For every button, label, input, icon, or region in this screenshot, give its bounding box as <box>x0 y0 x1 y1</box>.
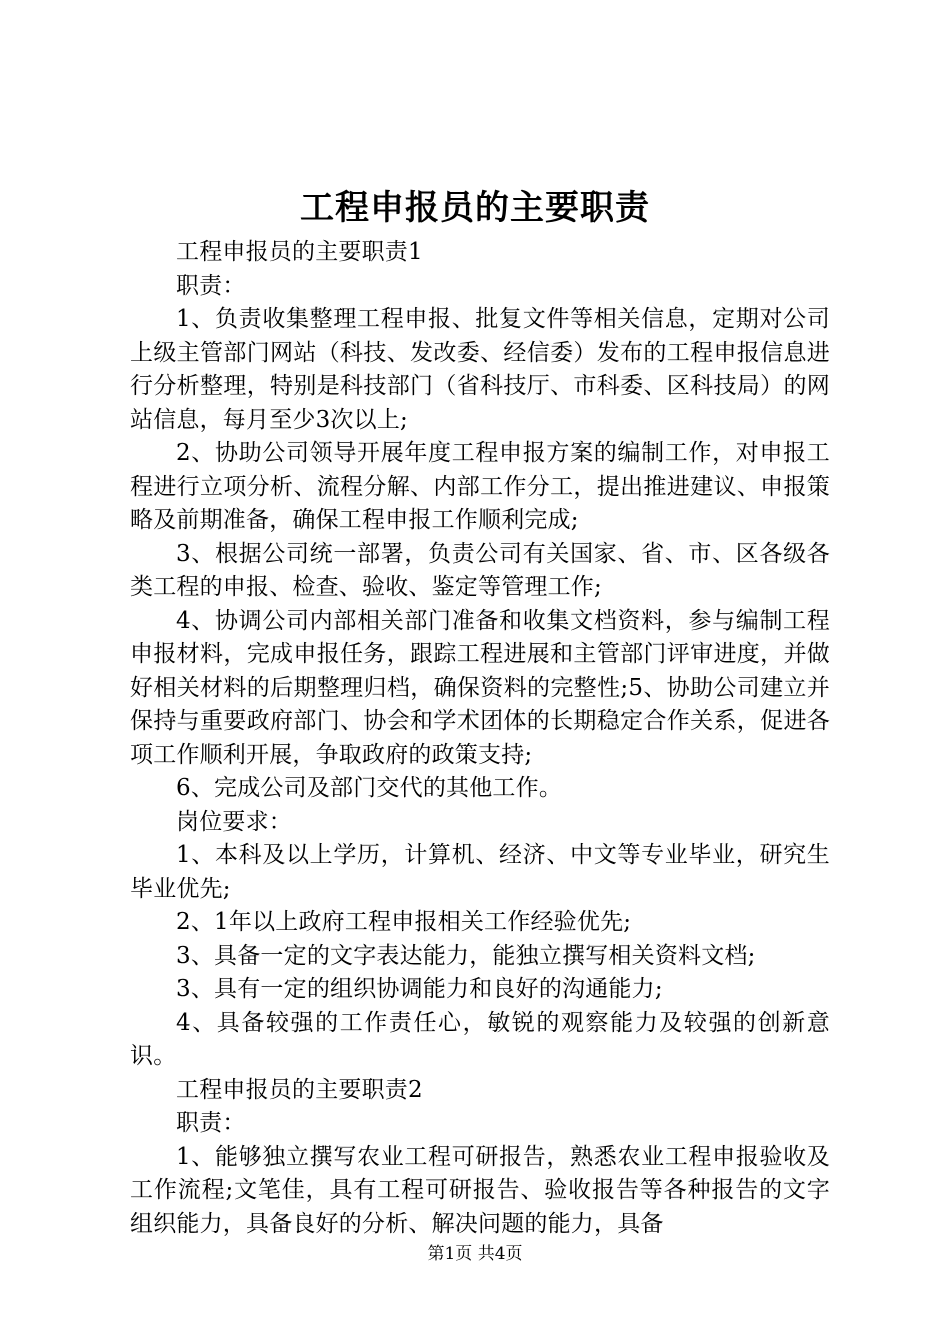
duty-item-2: 2、协助公司领导开展年度工程申报方案的编制工作，对申报工程进行立项分析、流程分解、内部工作分工，提出推进建议、申报策略及前期准备，确保工程申报工作顺利完成; <box>130 440 830 533</box>
requirement-item-3a: 3、具备一定的文字表达能力，能独立撰写相关资料文档; <box>176 942 756 969</box>
page-footer: 第1页 共4页 <box>427 1244 523 1264</box>
duty-item-1: 1、负责收集整理工程申报、批复文件等相关信息，定期对公司上级主管部门网站（科技、发改委、经信委）发布的工程申报信息进行分析整理，特别是科技部门（省科技厅、市科委、区科技局）的网站信息，每月至少3次以上; <box>130 306 830 433</box>
duty-item-4-5: 4、协调公司内部相关部门准备和收集文档资料，参与编制工程申报材料，完成申报任务，跟踪工程进展和主管部门评审进度，并做好相关材料的后期整理归档，确保资料的完整性;5、协助公司建立并保持与重要政府部门、协会和学术团体的长期稳定合作关系，促进各项工作顺利开展，争取政府的政策支持; <box>130 607 830 768</box>
document-title: 工程申报员的主要职责 <box>300 188 650 228</box>
requirement-item-4: 4、具备较强的工作责任心，敏锐的观察能力及较强的创新意识。 <box>130 1009 830 1069</box>
duty-item-6: 6、完成公司及部门交代的其他工作。 <box>176 775 563 801</box>
section-heading-1: 工程申报员的主要职责1 <box>176 239 423 265</box>
section-heading-2: 工程申报员的主要职责2 <box>176 1076 423 1103</box>
requirements-label: 岗位要求： <box>176 808 292 835</box>
duty-item-2-1: 1、能够独立撰写农业工程可研报告，熟悉农业工程申报验收及工作流程;文笔佳，具有工程可研报告、验收报告等各种报告的文字组织能力，具备良好的分析、解决问题的能力，具备 <box>130 1143 830 1237</box>
duty-item-3: 3、根据公司统一部署，负责公司有关国家、省、市、区各级各类工程的申报、检查、验收、鉴定等管理工作; <box>130 540 830 600</box>
requirement-item-3b: 3、具有一定的组织协调能力和良好的沟通能力; <box>176 976 663 1002</box>
requirement-item-1: 1、本科及以上学历，计算机、经济、中文等专业毕业，研究生毕业优先; <box>130 842 830 902</box>
duties-label-2: 职责： <box>176 1110 246 1136</box>
duties-label: 职责： <box>176 272 246 299</box>
requirement-item-2: 2、1年以上政府工程申报相关工作经验优先; <box>176 909 632 935</box>
document-body <box>130 236 830 1241</box>
